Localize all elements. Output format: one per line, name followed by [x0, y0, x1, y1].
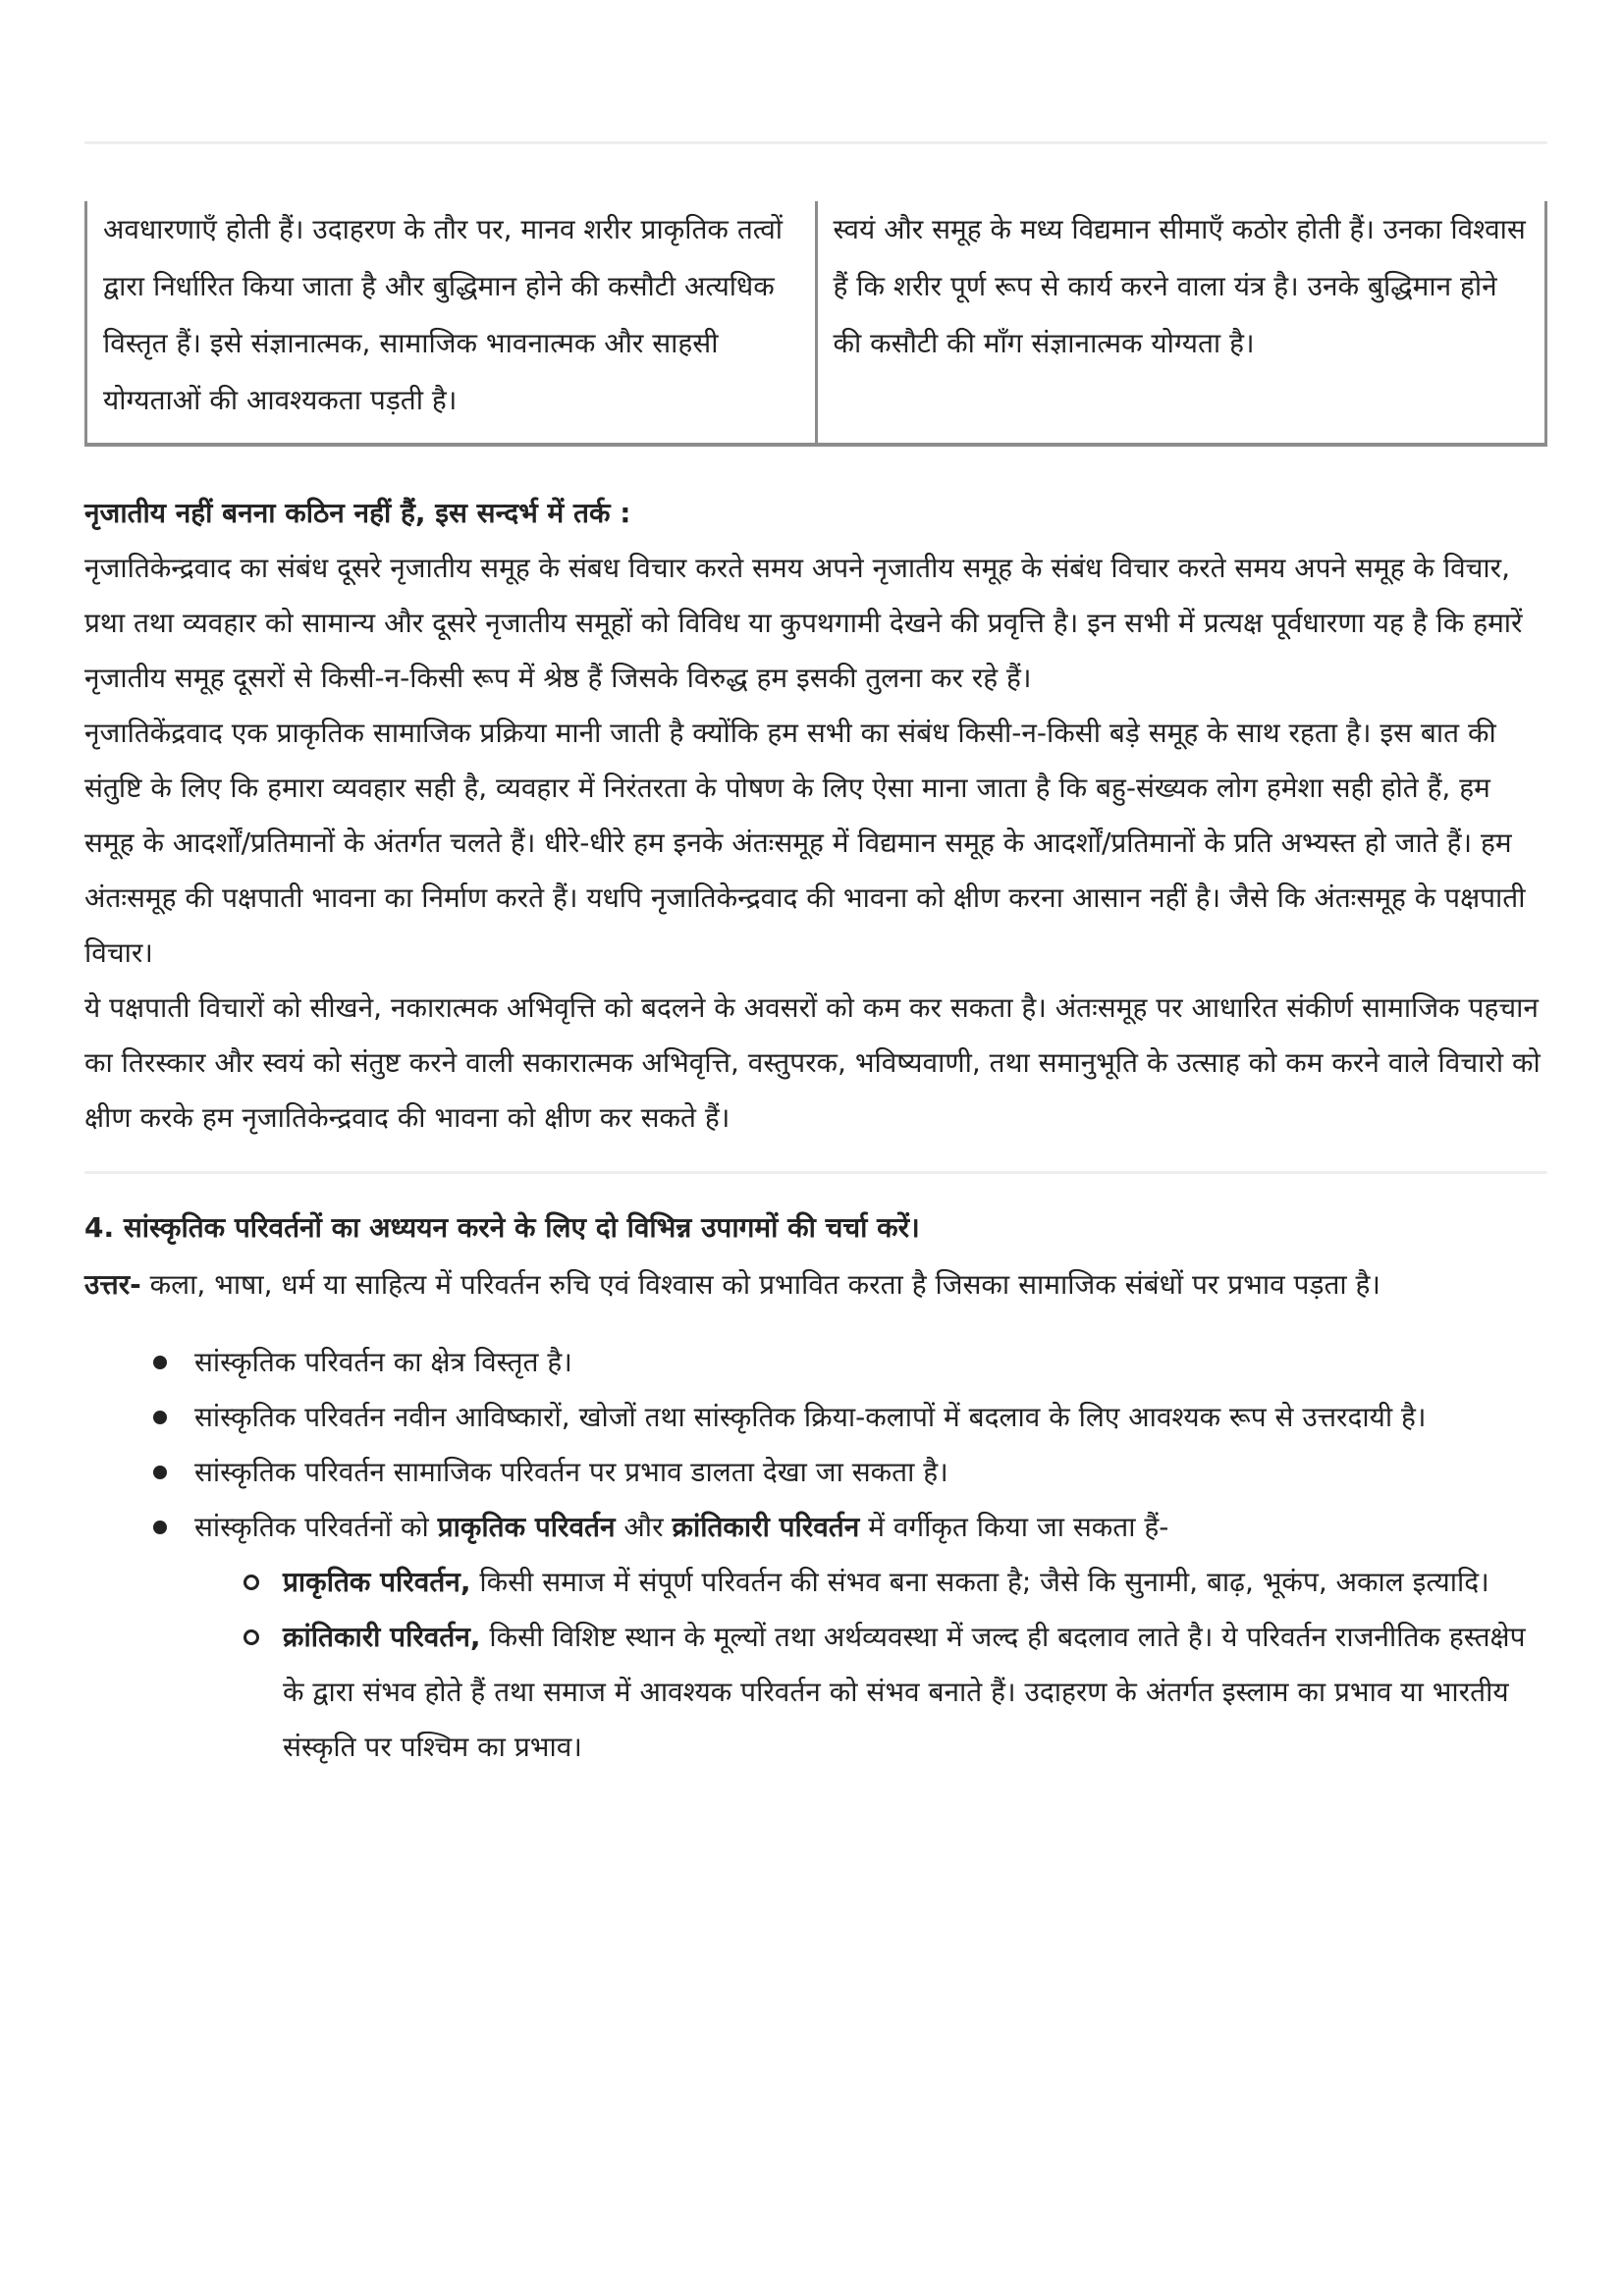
list-item-text: सांस्कृतिक परिवर्तन सामाजिक परिवर्तन पर प्रभाव डालता देखा जा सकता है। [194, 1456, 948, 1488]
list-item [194, 1445, 1547, 1500]
table-row [86, 201, 1546, 445]
paragraph: ये पक्षपाती विचारों को सीखने, नकारात्मक अभिवृत्ति को बदलने के अवसरों को कम कर सकता है। अंतःसमूह पर आधारित संकीर्ण सामाजिक पहचान का तिरस्कार और स्वयं को संतुष्ट करने वाली सकारात्मक अभिवृत्ति, वस्तुपरक, भविष्यवाणी, तथा समानुभूति के उत्साह को कम करने वाले विचारो को क्षीण करके हम नृजातिकेन्द्रवाद की भावना को क्षीण कर सकते हैं। [84, 991, 1541, 1134]
list-item-text [194, 1511, 1168, 1543]
sub-list-item-text: किसी विशिष्ट स्थान के मूल्यों तथा अर्थव्यवस्था में जल्द ही बदलाव लाते है। ये परिवर्तन राजनीतिक हस्तक्षेप के द्वारा संभव होते हैं तथा समाज में आवश्यक परिवर्तन को संभव बनाते हैं। उदाहरण के अंतर्गत इस्लाम का प्रभाव या भारतीय संस्कृति पर पश्चिम का प्रभाव। [283, 1621, 1526, 1763]
bullet-list [84, 1335, 1547, 1775]
bullet-dot-icon [153, 1466, 167, 1479]
bold-term: प्राकृतिक परिवर्तन [437, 1511, 616, 1543]
section-heading: नृजातीय नहीं बनना कठिन नहीं हैं, इस सन्दर्भ में तर्क : [84, 497, 631, 529]
answer-text: कला, भाषा, धर्म या साहित्य में परिवर्तन रुचि एवं विश्वास को प्रभावित करता है जिसका सामाजिक संबंधों पर प्रभाव पड़ता है। [140, 1268, 1381, 1301]
list-item [194, 1500, 1547, 1775]
bold-term: क्रांतिकारी परिवर्तन, [283, 1621, 481, 1653]
bullet-dot-icon [153, 1411, 167, 1424]
table-cell-right: स्वयं और समूह के मध्य विद्यमान सीमाएँ कठोर होती हैं। उनका विश्वास हैं कि शरीर पूर्ण रूप से कार्य करने वाला यंत्र है। उनके बुद्धिमान होने की कसौटी की माँग संज्ञानात्मक योग्यता है। [816, 201, 1546, 445]
section-divider [84, 1171, 1547, 1174]
question-title: 4. सांस्कृतिक परिवर्तनों का अध्ययन करने के लिए दो विभिन्न उपागमों की चर्चा करें। [84, 1211, 920, 1244]
paragraph: नृजातिकेन्द्रवाद का संबंध दूसरे नृजातीय समूह के संबध विचार करते समय अपने नृजातीय समूह के संबंध विचार करते समय अपने समूह के विचार, प्रथा तथा व्यवहार को सामान्य और दूसरे नृजातीय समूहों को विविध या कुपथगामी देखने की प्रवृत्ति है। इन सभी में प्रत्यक्ष पूर्वधारणा यह है कि हमारें नृजातीय समूह दूसरों से किसी-न-किसी रूप में श्रेष्ठ हैं जिसके विरुद्ध हम इसकी तुलना कर रहे हैं। [84, 552, 1523, 694]
paragraph: नृजातिकेंद्रवाद एक प्राकृतिक सामाजिक प्रक्रिया मानी जाती है क्योंकि हम सभी का संबंध किसी-न-किसी बड़े समूह के साथ रहता है। इस बात की संतुष्टि के लिए कि हमारा व्यवहार सही है, व्यवहार में निरंतरता के पोषण के लिए ऐसा माना जाता है कि बहु-संख्यक लोग हमेशा सही होते हैं, हम समूह के आदर्शों/प्रतिमानों के अंतर्गत चलते हैं। धीरे-धीरे हम इनके अंतःसमूह में विद्यमान समूह के आदर्शों/प्रतिमानों के प्रति अभ्यस्त हो जाते हैं। हम अंतःसमूह की पक्षपाती भावना का निर्माण करते हैं। यधपि नृजातिकेन्द्रवाद की भावना को क्षीण करना आसान नहीं है। जैसे कि अंतःसमूह के पक्षपाती विचार। [84, 717, 1526, 969]
ethnocentrism-section [84, 486, 1547, 1146]
bullet-circle-icon [243, 1575, 259, 1590]
sub-list-item-text: किसी समाज में संपूर्ण परिवर्तन की संभव बना सकता है; जैसे कि सुनामी, बाढ़, भूकंप, अकाल इत्यादि। [470, 1566, 1489, 1598]
table-cell-left: अवधारणाएँ होती हैं। उदाहरण के तौर पर, मानव शरीर प्राकृतिक तत्वों द्वारा निर्धारित किया जाता है और बुद्धिमान होने की कसौटी अत्यधिक विस्तृत हैं। इसे संज्ञानात्मक, सामाजिक भावनात्मक और साहसी योग्यताओं की आवश्यकता पड़ती है। [86, 201, 817, 445]
bold-term: प्राकृतिक परिवर्तन, [283, 1566, 471, 1598]
bullet-dot-icon [153, 1521, 167, 1534]
bold-term: क्रांतिकारी परिवर्तन [672, 1511, 860, 1543]
list-item [194, 1390, 1547, 1445]
bullet-dot-icon [153, 1356, 167, 1369]
text-segment: और [615, 1511, 673, 1543]
sub-bullet-list [194, 1555, 1547, 1775]
answer-label: उत्तर- [84, 1268, 141, 1301]
list-item-text: सांस्कृतिक परिवर्तन का क्षेत्र विस्तृत है। [194, 1346, 572, 1378]
list-item [194, 1335, 1547, 1390]
bullet-circle-icon [243, 1629, 259, 1645]
answer-paragraph [84, 1256, 1547, 1313]
sub-list-item [283, 1610, 1547, 1775]
list-item-text: सांस्कृतिक परिवर्तन नवीन आविष्कारों, खोजों तथा सांस्कृतिक क्रिया-कलापों में बदलाव के लिए आवश्यक रूप से उत्तरदायी है। [194, 1401, 1427, 1433]
question-block [84, 1200, 1547, 1313]
top-divider [84, 141, 1547, 144]
comparison-table [84, 201, 1547, 447]
text-segment: में वर्गीकृत किया जा सकता हैं- [859, 1511, 1169, 1543]
document-page [84, 0, 1547, 1775]
sub-list-item [283, 1555, 1547, 1610]
text-segment: सांस्कृतिक परिवर्तनों को [194, 1511, 438, 1543]
